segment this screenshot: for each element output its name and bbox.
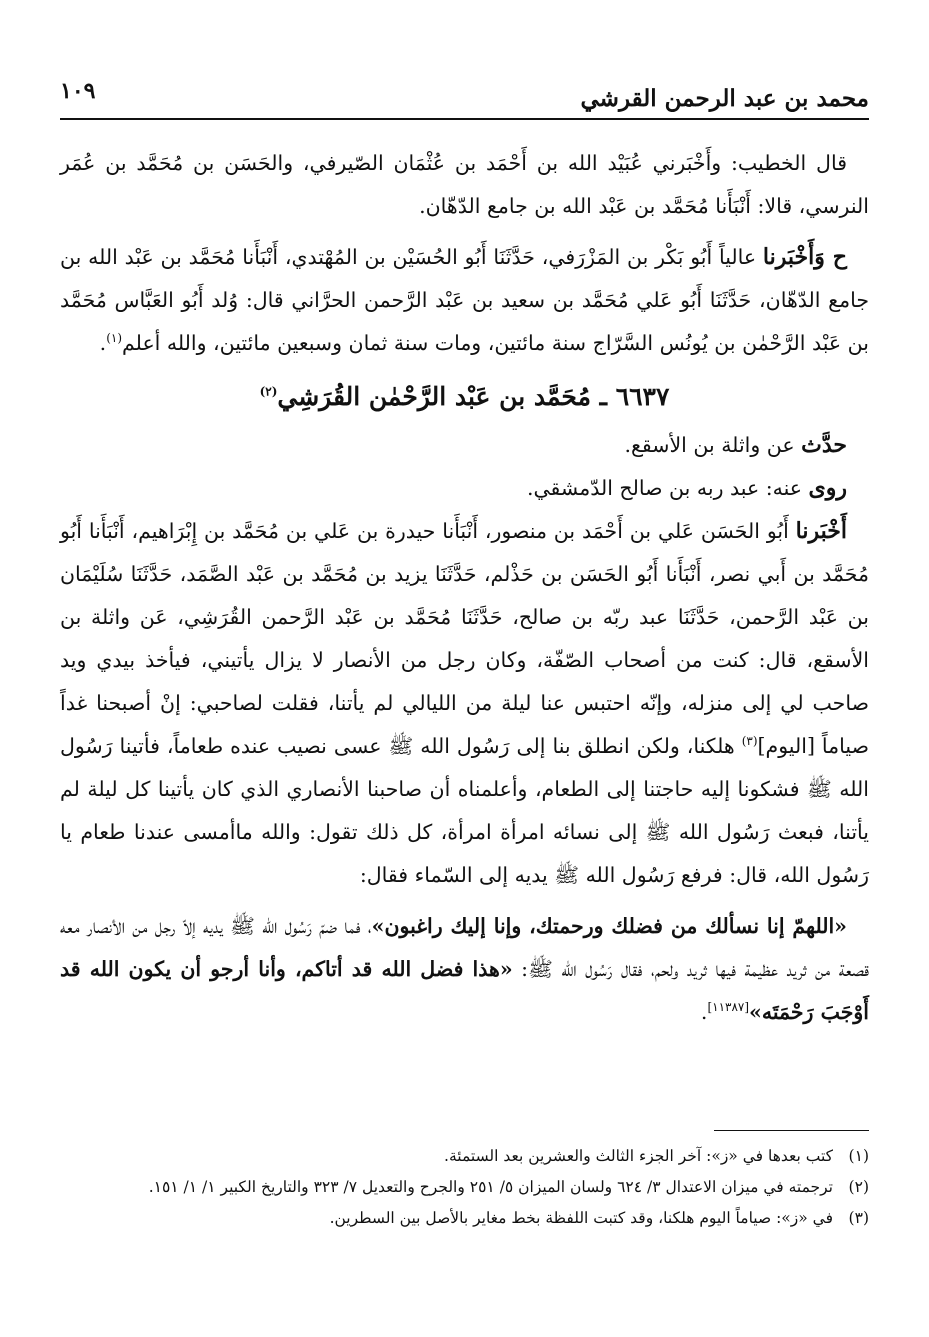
footnote-number: (١) [848,1147,869,1165]
footnote-text: في «ز»: صياماً اليوم هلكنا، وقد كتبت اللفظة بخط مغاير بالأصل بين السطرين. [329,1209,833,1227]
paragraph-text: عنه: عبد ربه بن صالح الدّمشقي. [526,476,809,500]
paragraph-dua [60,905,869,1034]
page-number: ١٠٩ [60,78,96,104]
paragraph-isnad-2 [60,236,869,365]
paragraph-end: . [700,1000,708,1024]
paragraph-text: قال الخطيب: وأَخْبَرني عُبَيْد الله بن أَحْمَد بن عُثْمَان الصّيرفي، والحَسَن بن مُحَمَّد بن عُمَر النرسي، قالا: أَنْبَأَنا مُحَمَّد بن عَبْد الله بن جامع الدّهّان. [60,151,869,218]
hadith-number: [١١٣٨٧] [707,1000,750,1015]
footnote-ref[interactable]: (٢) [259,384,278,399]
paragraph-hadith [60,510,869,897]
running-title: محمد بن عبد الرحمن القرشي [580,85,869,112]
paragraph-text: عالياً أَبُو بَكْر بن المَزْرَفي، حَدَّثَنَا أَبُو الحُسَيْن بن المُهْتدي، أَنْبَأَنا مُحَمَّد بن عَبْد الله بن جامع الدّهّان، حَدَّثَنَا أَبُو عَلي مُحَمَّد بن سعيد بن عَبْد الرَّحمن الحرَّاني قال: وُلد أَبُو العَبَّاس مُحَمَّد بن عَبْد الرَّحْمٰن بن يُونُس السَّرّاج سنة مائتين، ومات سنة ثمان وسبعين مائتين، والله أعلم [60,245,869,355]
page-header [60,66,869,120]
footnote-item [60,1141,869,1172]
footnote-ref[interactable]: (١) [106,331,123,346]
paragraph-text: عن واثلة بن الأسقع. [624,433,802,457]
lead-word: حدَّث [801,432,847,458]
paragraph-rawa [60,467,869,510]
paragraph-end: . [99,331,107,355]
lead-word: ح وَأَخْبَرنا [762,244,847,270]
footnote-number: (٣) [848,1209,869,1227]
quoted-saying: «هذا فضل الله قد أتاكم، وأنا أرجو أن يكون الله قد أَوْجَبَ رَحْمَتَه» [60,957,869,1024]
footnotes [60,1130,869,1234]
paragraph-text: أَبُو الحَسَن عَلي بن أَحْمَد بن منصور، أَنْبَأَنا حيدرة بن عَلي بن مُحَمَّد بن إِبْرَاهيم، أَنْبَأَنا أَبُو مُحَمَّد بن أَبي نصر، أَنْبَأَنا أَبُو الحَسَن بن حَذْلم، حَدَّثَنَا يزيد بن مُحَمَّد بن عَبْد الصَّمَد، حَدَّثَنَا سُلَيْمَان بن عَبْد الرَّحمن، حَدَّثَنَا عبد ربّه بن صالح، حَدَّثَنَا مُحَمَّد بن عَبْد الرَّحمن القُرَشِي، عَن واثلة بن الأسقع، قال: كنت من أصحاب الصّفّة، وكان رجل من الأنصار لا يزال يأتيني، فيأخذ بيدي ويد صاحب لي إلى منزله، وإنّه احتبس عنا ليلة من الليالي لم يأتنا، فقلت لصاحبي: إنْ أصبحنا غداً صياماً [اليوم] [60,519,869,758]
entry-title: ٦٦٣٧ ـ مُحَمَّد بن عَبْد الرَّحْمٰن القُرَشِي [277,382,670,411]
quoted-prayer: «اللهمّ إنا نسألك من فضلك ورحمتك، وإنا إليك راغبون» [371,914,847,938]
lead-word: روى [808,475,847,501]
footnote-number: (٢) [848,1178,869,1196]
paragraph-khatib [60,142,869,228]
footnote-ref[interactable]: (٣) [741,734,758,749]
footnote-text: ترجمته في ميزان الاعتدال ٣/ ٦٢٤ ولسان الميزان ٥/ ٢٥١ والجرح والتعديل ٧/ ٣٢٣ والتاريخ الكبير ١/ ١/ ١٥١. [148,1178,833,1196]
lead-word: أَخْبَرنا [795,518,847,544]
paragraph-haddath [60,424,869,467]
footnote-text: كتب بعدها في «ز»: آخر الجزء الثالث والعشرين بعد الستمئة. [444,1147,833,1165]
footnote-item [60,1172,869,1203]
footnote-divider [714,1130,869,1131]
main-text [60,142,869,1034]
paragraph-text: ، فما ضمّ رَسُول الله ﷺ يديه إلاّ رجل من الأنصار معه قصعة من ثريد عظيمة فيها ثريد ولحم، فقال رَسُول الله ﷺ: [60,914,869,981]
footnote-item [60,1203,869,1234]
entry-heading [60,375,869,418]
paragraph-text-continued: هلكنا، ولكن انطلق بنا إلى رَسُول الله ﷺ عسى نصيب عنده طعاماً، فأتينا رَسُول الله ﷺ فشكونا إليه حاجتنا إلى الطعام، وأعلمناه أن صاحبنا الأنصاري الذي كان يأتينا كل ليلة لم يأتنا، فبعث رَسُول الله ﷺ إلى نسائه امرأة امرأة، كل ذلك تقول: والله ماأمسى عندنا طعام يا رَسُول الله، قال: فرفع رَسُول الله ﷺ يديه إلى السّماء فقال: [60,734,869,887]
